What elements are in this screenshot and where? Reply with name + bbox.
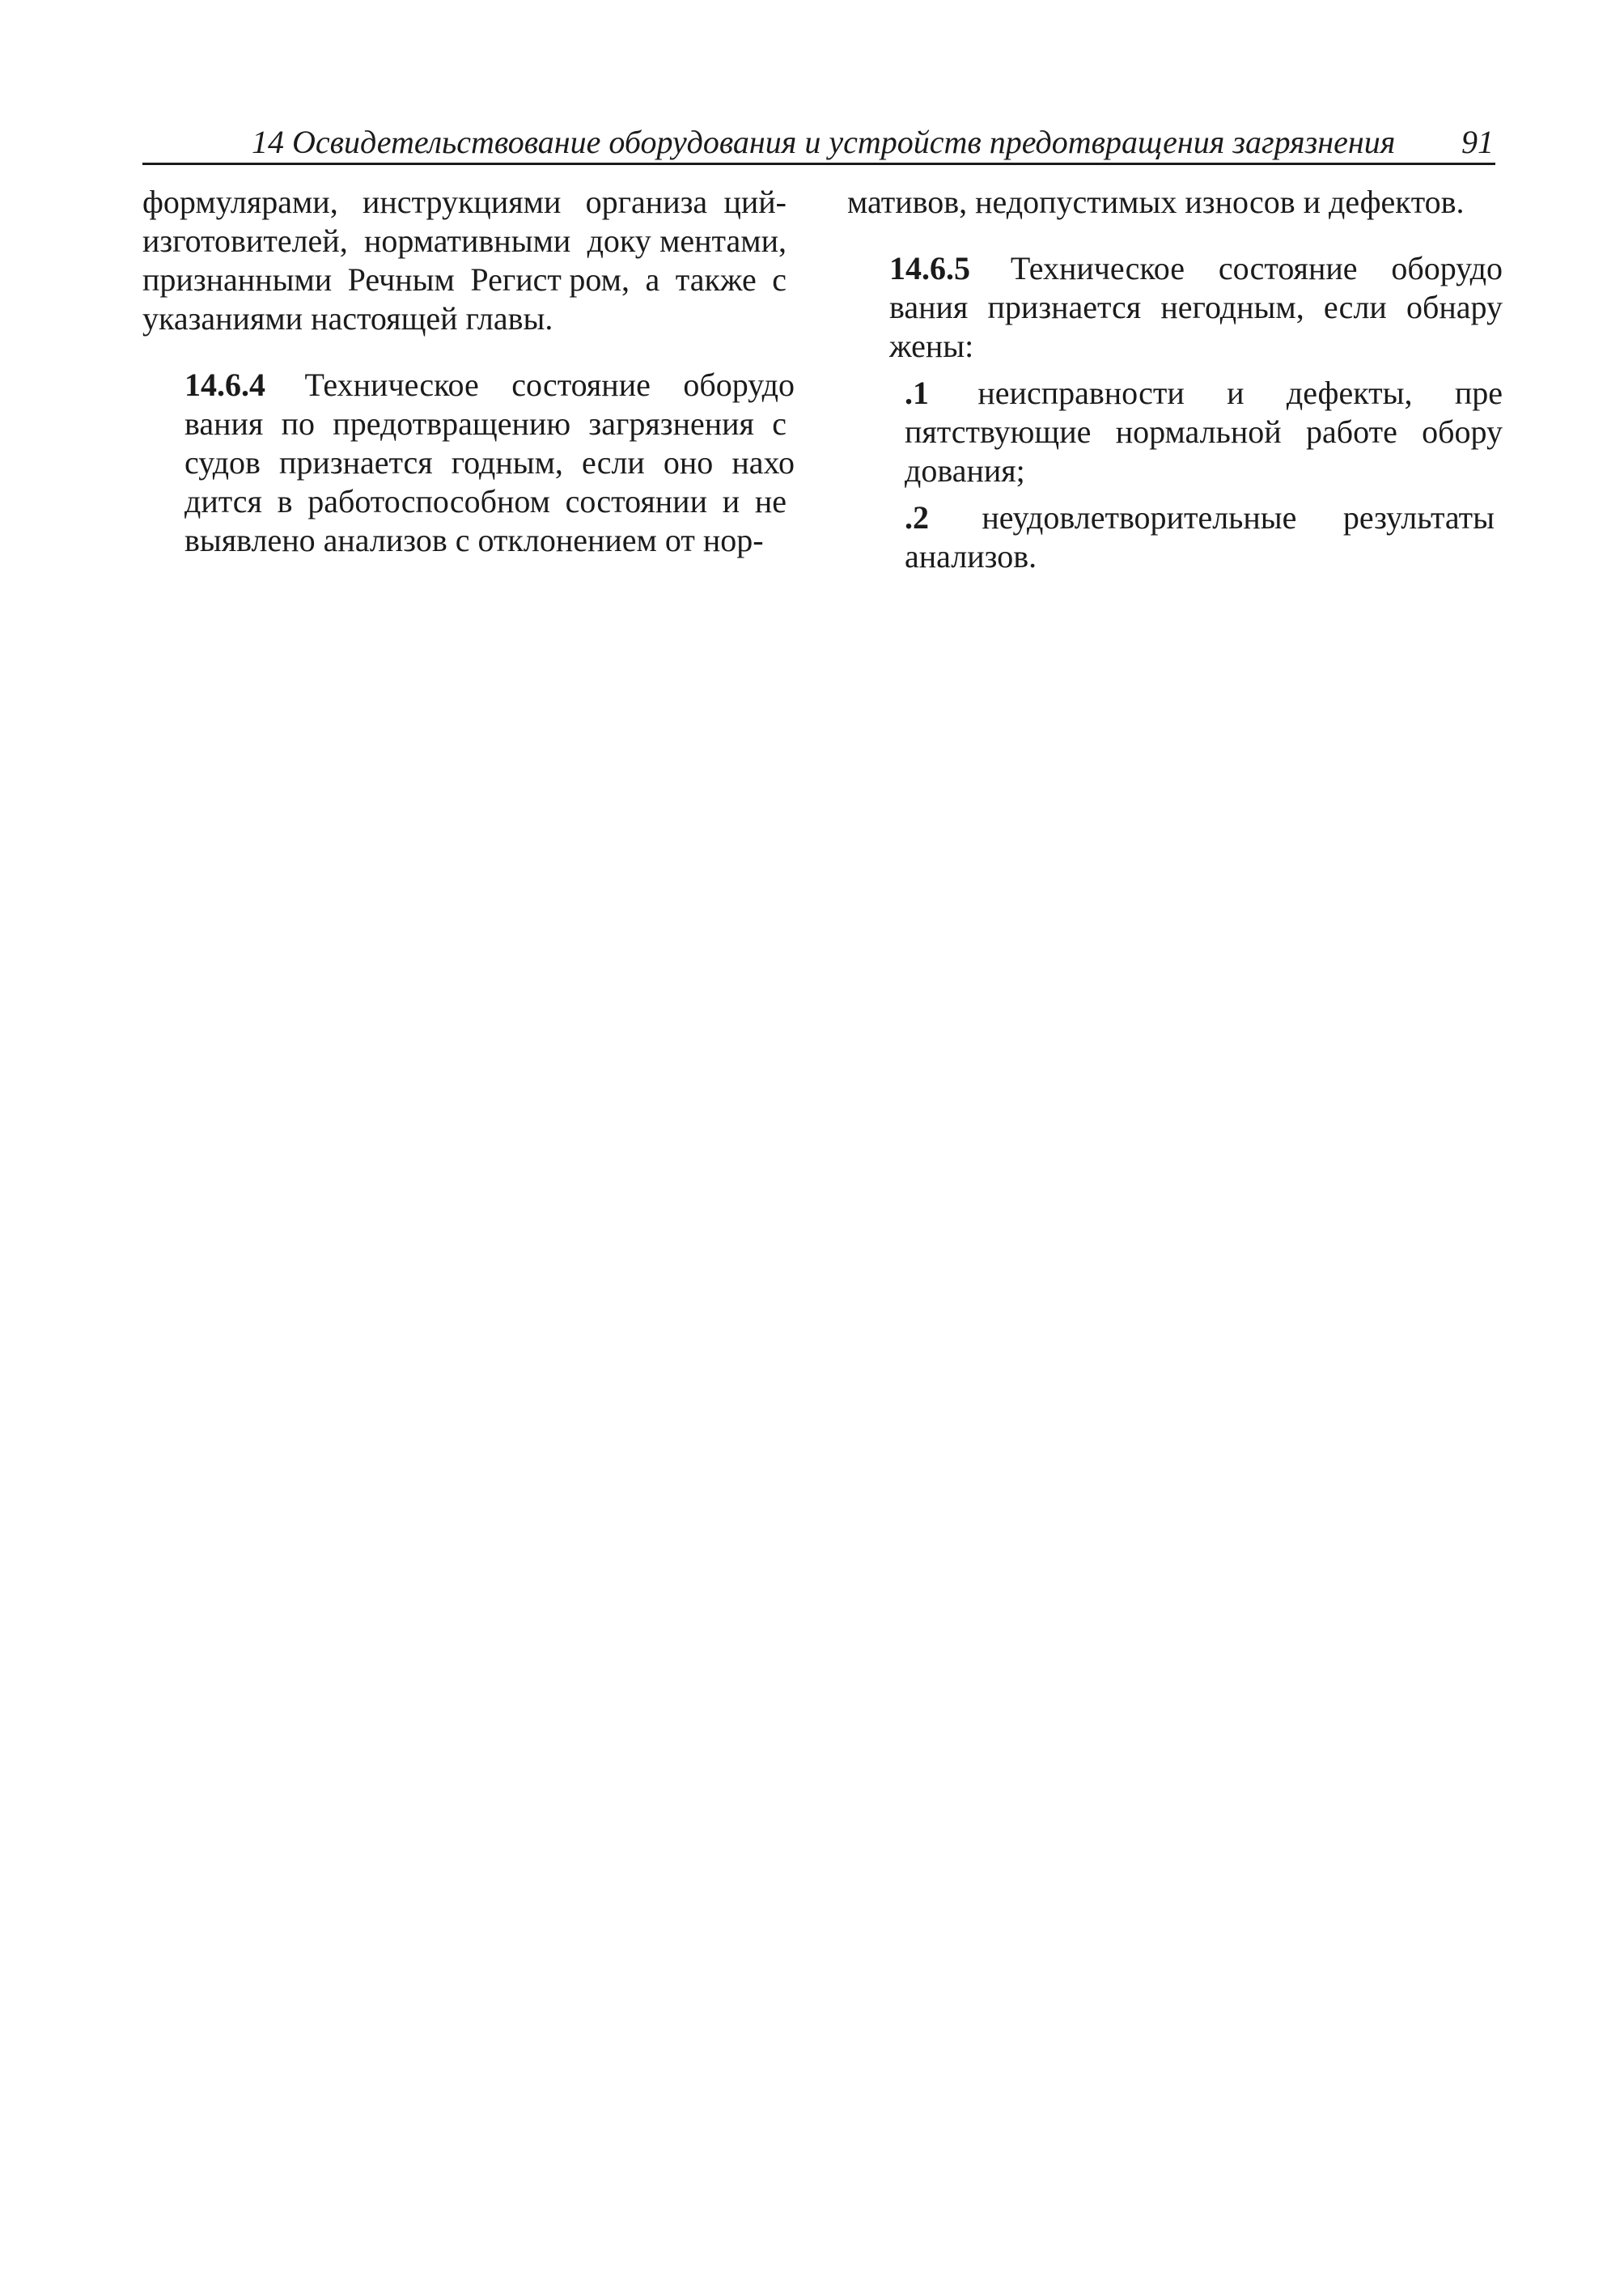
chapter-title: 14 Освидетельствование оборудования и устройств предотвращения загрязнения — [252, 124, 1396, 160]
text-line: анализов. — [905, 538, 1037, 575]
text-line: судов признается годным, если оно нахо — [184, 444, 795, 481]
text-line: вы. — [507, 300, 553, 337]
clause-14-6-4 — [142, 366, 795, 560]
clause-14-6-5 — [847, 249, 1503, 366]
text-line: дится в работоспособном состоянии и не — [184, 483, 787, 519]
text-line: вания по предотвращению загрязнения с — [184, 405, 787, 442]
text-line: Техническое состояние оборудо — [1010, 250, 1503, 286]
page-number: 91 — [1461, 124, 1494, 160]
text-line: вания признается негодным, если обнару — [889, 289, 1503, 325]
text-line: дования; — [905, 452, 1025, 489]
text-line: формулярами, инструкциями организа — [142, 184, 708, 220]
item-number: .1 — [905, 375, 929, 411]
text-line: пятствующие нормальной работе обору — [905, 413, 1503, 450]
text-line: выявлено анализов с отклонением от нор- — [184, 522, 764, 558]
paragraph-continuation — [142, 183, 787, 338]
text-line: неисправности и дефекты, пре — [977, 375, 1503, 411]
text-line: неудовлетворительные результаты — [982, 499, 1495, 536]
list-item-1 — [847, 374, 1503, 490]
header-rule — [142, 163, 1495, 165]
item-number: .2 — [905, 499, 929, 536]
clause-number: 14.6.4 — [184, 367, 265, 403]
text-line: ментами, признанными Речным Регист — [142, 223, 787, 298]
paragraph-continuation — [847, 183, 1495, 222]
text-line: Техническое состояние оборудо — [304, 367, 795, 403]
left-column — [142, 183, 795, 560]
text-line: мативов, недопустимых износов и дефек — [847, 184, 1411, 220]
list-item-2 — [847, 498, 1495, 576]
text-line: ций-изготовителей, нормативными доку — [142, 184, 787, 259]
clause-number: 14.6.5 — [889, 250, 970, 286]
text-line: тов. — [1410, 184, 1465, 220]
text-line: ром, а также с указаниями настоящей гла — [142, 261, 787, 337]
right-column — [847, 183, 1503, 576]
text-line: жены: — [889, 328, 974, 364]
running-header — [142, 120, 1495, 165]
